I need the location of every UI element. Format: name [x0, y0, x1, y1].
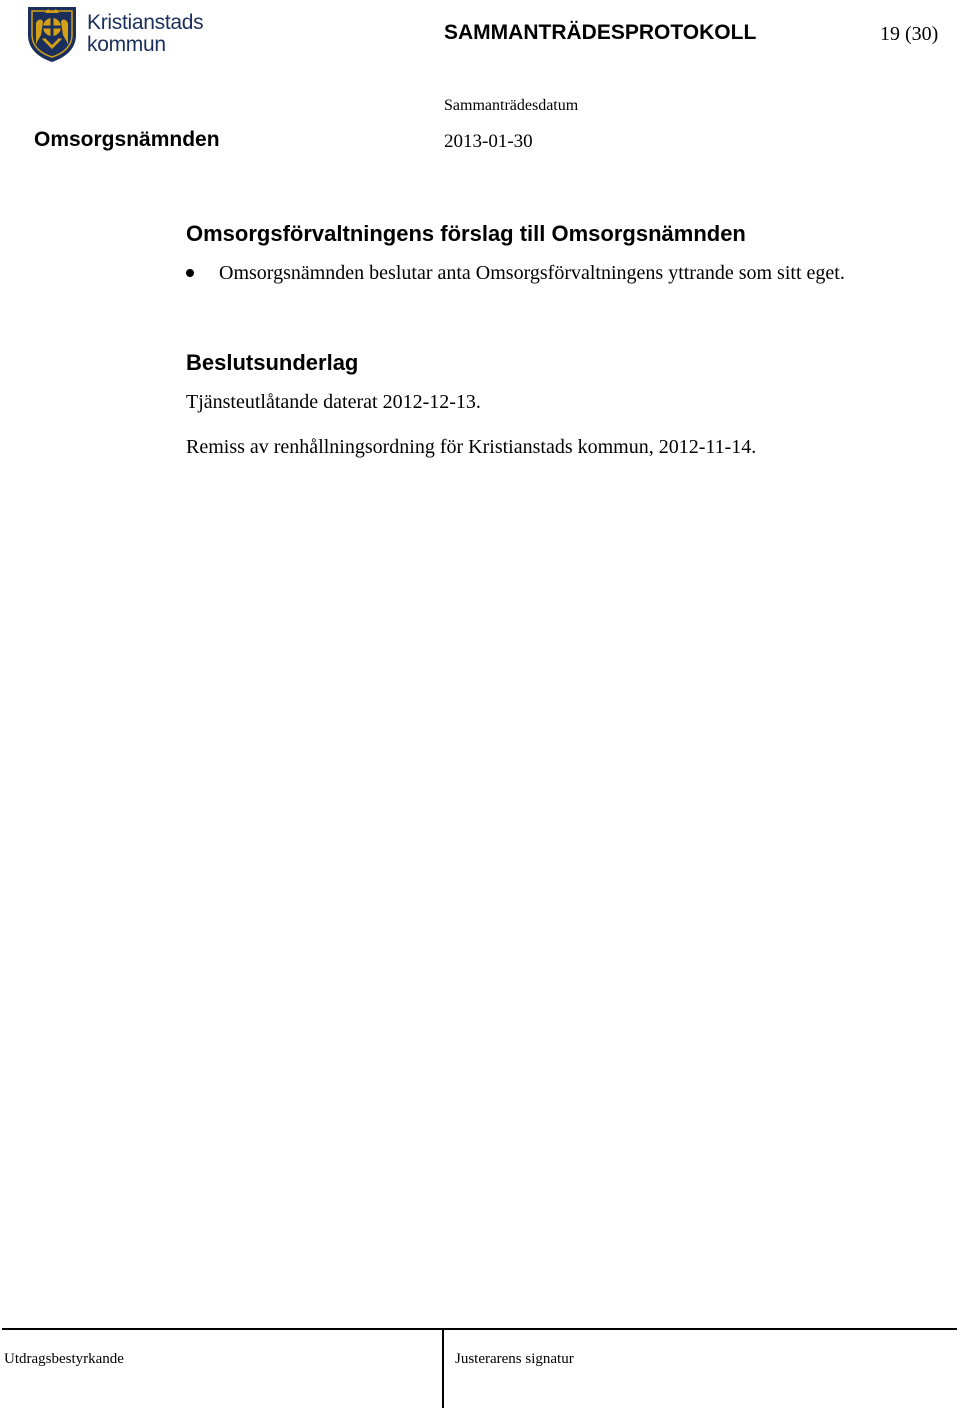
basis-heading: Beslutsunderlag [186, 350, 359, 375]
kristianstad-coat-of-arms-icon [26, 5, 78, 63]
proposal-heading: Omsorgsförvaltningens förslag till Omsorgsnämnden [186, 221, 746, 246]
footer-certification-label: Utdragsbestyrkande [4, 1351, 124, 1367]
document-type: SAMMANTRÄDESPROTOKOLL [444, 21, 757, 44]
committee-name: Omsorgsnämnden [34, 128, 220, 151]
kommun-logo [26, 5, 216, 65]
basis-item: Remiss av renhållningsordning för Kristianstads kommun, 2012-11-14. [186, 436, 757, 458]
bullet-icon [186, 269, 194, 277]
page-number: 19 (30) [880, 23, 939, 45]
footer-signature-label: Justerarens signatur [455, 1351, 574, 1367]
footer-divider [442, 1329, 444, 1408]
footer-rule [2, 1328, 957, 1330]
proposal-bullet: Omsorgsnämnden beslutar anta Omsorgsförvaltningens yttrande som sitt eget. [219, 262, 845, 284]
meeting-date-label: Sammanträdesdatum [444, 97, 579, 114]
basis-item: Tjänsteutlåtande daterat 2012-12-13. [186, 391, 481, 413]
meeting-date: 2013-01-30 [444, 131, 533, 152]
logo-text-line2: kommun [87, 33, 166, 56]
logo-text-line1: Kristianstads [87, 11, 204, 34]
